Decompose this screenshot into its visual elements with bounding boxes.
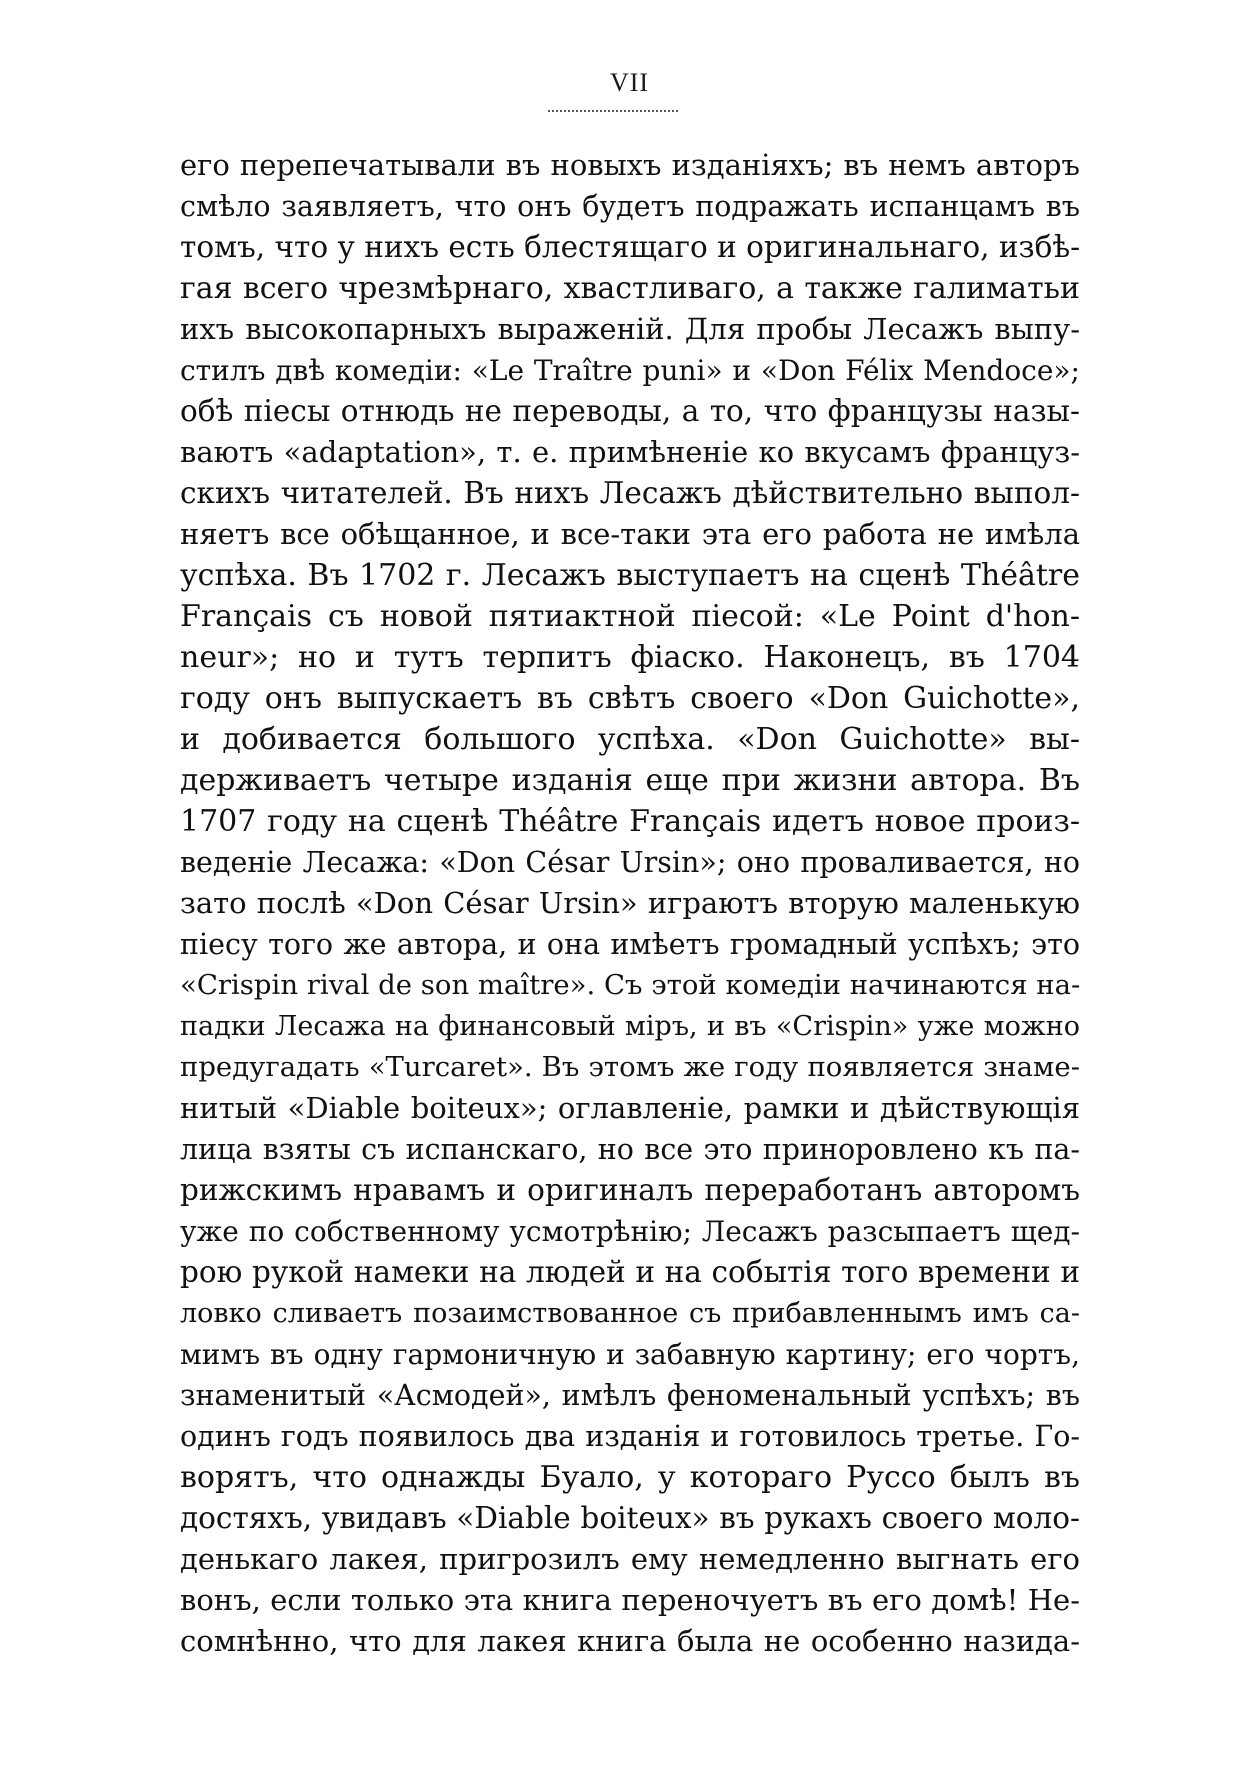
text-line: Français съ новой пятиактной піесой: «Le Point d'hon- <box>180 599 1080 634</box>
text-line: нитый «Diable boiteux»; оглавленіе, рамки и дѣйствующія <box>180 1091 1080 1125</box>
text-line: томъ, что у нихъ есть блестящаго и оригинальнаго, избѣ- <box>180 230 1080 264</box>
text-line: ихъ высокопарныхъ выраженій. Для пробы Лесажъ выпу- <box>180 312 1080 346</box>
text-line: neur»; но и тутъ терпитъ фіаско. Наконецъ, въ 1704 <box>180 640 1080 675</box>
text-line: держиваетъ четыре изданія еще при жизни автора. Въ <box>180 763 1080 798</box>
text-line: сомнѣнно, что для лакея книга была не особенно назида- <box>180 1624 1080 1658</box>
text-line: достяхъ, увидавъ «Diable boiteux» въ рукахъ своего моло- <box>180 1501 1080 1535</box>
text-line: лица взяты съ испанскаго, но все это приноровлено къ па- <box>180 1133 1080 1166</box>
text-line: піесу того же автора, и она имѣетъ громадный успѣхъ; это <box>180 928 1080 961</box>
text-line: ваютъ «adaptation», т. е. примѣненіе ко вкусамъ француз- <box>180 435 1080 469</box>
text-line: ворятъ, что однажды Буало, у котораго Руссо былъ въ <box>180 1460 1080 1495</box>
text-line: рою рукой намеки на людей и на событія того времени и <box>180 1255 1080 1289</box>
body-text <box>180 145 1080 1662</box>
text-line: вонъ, если только эта книга переночуетъ въ его домѣ! Не- <box>180 1583 1080 1617</box>
text-line: одинъ годъ появилось два изданія и готовилось третье. Го- <box>180 1420 1080 1453</box>
text-line: денькаго лакея, пригрозилъ ему немедленно выгнать его <box>180 1542 1080 1576</box>
text-line: няетъ все обѣщанное, и все-таки эта его работа не имѣла <box>180 517 1080 551</box>
text-line: падки Лесажа на финансовый міръ, и въ «Crispin» уже можно <box>180 1011 1080 1042</box>
text-line: успѣха. Въ 1702 г. Лесажъ выступаетъ на сценѣ Théâtre <box>180 558 1080 593</box>
text-line: 1707 году на сценѣ Théâtre Français идетъ новое произ- <box>180 804 1080 839</box>
text-line: скихъ читателей. Въ нихъ Лесажъ дѣйствительно выпол- <box>180 476 1080 510</box>
text-line: зато послѣ «Don César Ursin» играютъ вторую маленькую <box>180 886 1080 920</box>
text-line: смѣло заявляетъ, что онъ будетъ подражать испанцамъ въ <box>180 190 1080 223</box>
text-line: году онъ выпускаетъ въ свѣтъ своего «Don Guichotte», <box>180 681 1080 716</box>
text-line: обѣ піесы отнюдь не переводы, а то, что французы назы- <box>180 394 1080 428</box>
text-line: стилъ двѣ комедіи: «Le Traître puni» и «Don Félix Mendoce»; <box>180 354 1080 387</box>
text-line: знаменитый «Асмодей», имѣлъ феноменальный успѣхъ; въ <box>180 1379 1080 1412</box>
text-line: предугадать «Turcaret». Въ этомъ же году появляется знаме- <box>180 1051 1080 1083</box>
text-line: веденіе Лесажа: «Don César Ursin»; оно проваливается, но <box>180 846 1080 879</box>
text-line: и добивается большого успѣха. «Don Guichotte» вы- <box>180 722 1080 757</box>
text-line: ловко сливаетъ позаимствованное съ прибавленнымъ имъ са- <box>180 1298 1080 1329</box>
text-line: его перепечатывали въ новыхъ изданіяхъ; въ немъ авторъ <box>180 148 1080 182</box>
text-line: мимъ въ одну гармоничную и забавную картину; его чортъ, <box>180 1338 1080 1371</box>
page-number: VII <box>609 68 650 97</box>
header-rule <box>548 110 678 112</box>
text-line: «Crispin rival de son maître». Съ этой комедіи начинаются на- <box>180 969 1080 1001</box>
text-line: рижскимъ нравамъ и оригиналъ переработанъ авторомъ <box>180 1173 1080 1207</box>
text-line: уже по собственному усмотрѣнію; Лесажъ разсыпаетъ щед- <box>180 1215 1080 1248</box>
text-line: гая всего чрезмѣрнаго, хвастливаго, а также галиматьи <box>180 271 1080 306</box>
